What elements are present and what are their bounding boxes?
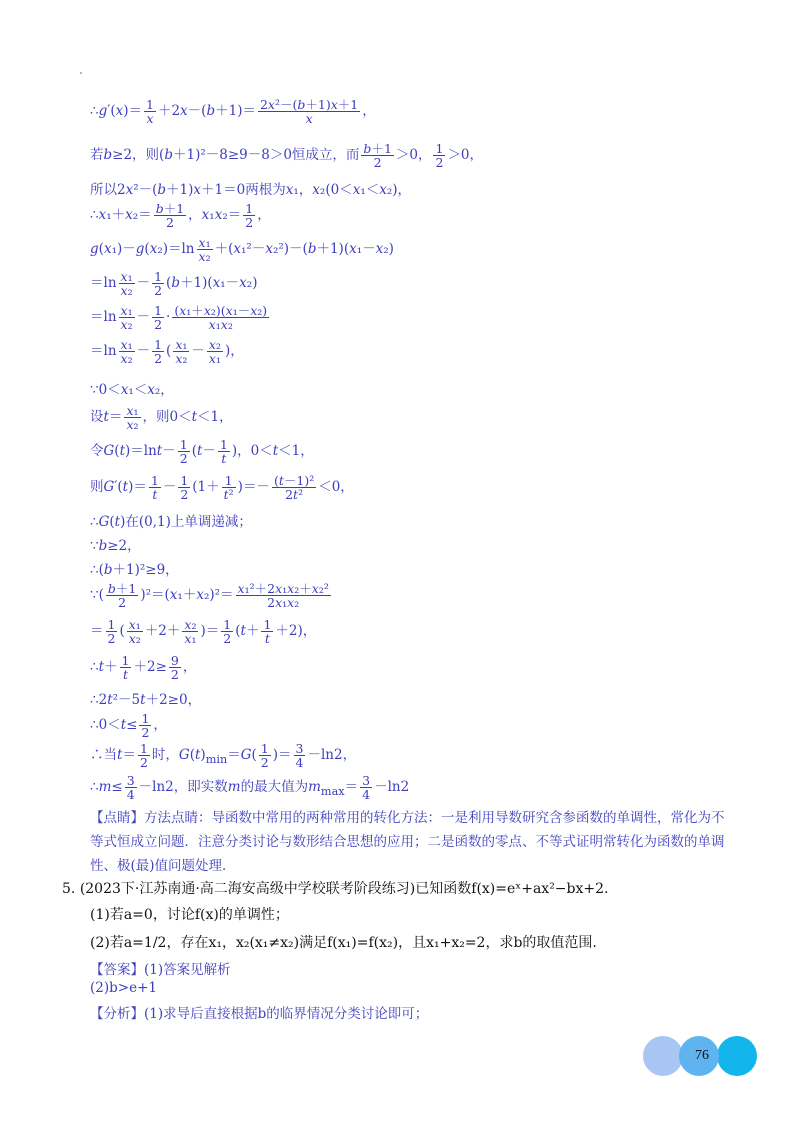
solution-line-9: ∵0＜x₁＜x₂，: [90, 382, 174, 398]
solution-line-13: ∴G(t)在(0,1)上单调递减；: [90, 514, 252, 530]
solution-line-8: ＝ln $\frac{\text{x₁}}{\text{x₂}}$ － $\frac{1}{2}$ ( $\frac{\text{x₁}}{\text{x₂}}$ － $\frac{\text{x₂}}{\text{x₁}}$ )，: [90, 337, 244, 367]
solution-line-17: ＝ $\frac{1}{2}$ ( $\frac{\text{x₁}}{\text{x₂}}$ ＋2＋ $\frac{\text{x₂}}{\text{x₁}}$ )＝ $\frac{1}{2}$ (t＋ $\frac{1}{t}$ ＋2)，: [90, 617, 317, 647]
problem-number: 5.: [62, 881, 76, 897]
page-badge-circle-left: [643, 1036, 683, 1076]
solution-line-3: 所以2x²－(b＋1)x＋1＝0两根为x₁，x₂(0＜x₁＜x₂)，: [90, 182, 412, 198]
page-number: 76: [695, 1048, 709, 1063]
analysis-line: [90, 1002, 428, 1022]
solution-line-10: 设t＝ $\frac{\text{x₁}}{\text{x₂}}$ ，则0＜t＜1，: [90, 403, 233, 433]
solution-line-12: 则G′(t)＝ $\frac{1}{t}$ － $\frac{1}{2}$ (1＋ $\frac{1}{\text{t²}}$ )＝－ $\frac{\text{(t－1)²}}{\text{2t²}}$ ＜0，: [90, 473, 354, 503]
solution-line-14: ∵b≥2，: [90, 538, 141, 554]
solution-line-19: ∴2t²－5t＋2≥0，: [90, 692, 202, 708]
solution-line-18: ∴t＋ $\frac{1}{t}$ ＋2≥ $\frac{9}{2}$ ，: [90, 653, 197, 683]
solution-line-6: ＝ln $\frac{\text{x₁}}{\text{x₂}}$ － $\frac{1}{2}$ (b＋1)(x₁－x₂): [90, 269, 258, 299]
solution-line-22: ∴m≤ $\frac{3}{4}$ －ln2，即实数m的最大值为$m_{max}=$ $\frac{3}{4}$ －ln2: [90, 773, 410, 803]
solution-line-2: 若b≥2，则(b＋1)²－8≥9－8＞0恒成立，而 $\frac{b+1}{2}$ ＞0， $\frac{1}{2}$ ＞0，: [90, 141, 484, 171]
solution-line-20: ∴0＜t≤ $\frac{1}{2}$ ，: [90, 711, 167, 741]
problem-part-1: (1)若a=0，讨论f(x)的单调性；: [90, 907, 289, 923]
solution-line-7: ＝ln $\frac{\text{x₁}}{\text{x₂}}$ － $\frac{1}{2}$ · $\frac{\text{(x₁＋x₂)(x₁－x₂)}}{\text{x₁x₂}}$: [90, 303, 268, 333]
analysis-text: (1)求导后直接根据b的临界情况分类讨论即可；: [144, 1006, 429, 1022]
answer-line-1: [90, 958, 231, 978]
problem-source: (2023下·江苏南通·高二海安高级中学校联考阶段练习): [79, 881, 416, 897]
solution-line-15: ∴(b＋1)²≥9，: [90, 562, 179, 578]
solution-line-5: g(x₁)－g(x₂)＝ln $\frac{\text{x₁}}{\text{x₂}}$ ＋(x₁²－x₂²)－(b＋1)(x₁－x₂): [90, 235, 394, 265]
answer-part-2: (2)b>e+1: [90, 980, 157, 996]
problem-stem-line: [62, 878, 608, 898]
tip-note: [90, 806, 730, 878]
solution-line-4: ∴x₁＋x₂＝ $\frac{b+1}{2}$ ，x₁x₂＝ $\frac{1}{2}$ ，: [90, 201, 271, 231]
problem-stem: 已知函数f(x)=eˣ+ax²−bx+2.: [415, 881, 609, 897]
answer-part-1: (1)答案见解析: [144, 962, 231, 978]
problem-part-2: (2)若a=1/2，存在x₁，x₂(x₁≠x₂)满足f(x₁)=f(x₂)，且x₁+x₂=2，求b的取值范围.: [90, 935, 597, 951]
analysis-label: 【分析】: [90, 1006, 144, 1022]
solution-line-1: ∴g′(x)＝ $\frac{1}{x}$ ＋2x－(b＋1)＝ $\frac{\text{2x²－(b＋1)x＋1}}{x}$ ，: [90, 97, 376, 127]
solution-line-11: 令G(t)＝lnt－ $\frac{1}{2}$ (t－ $\frac{1}{t}$ )，0＜t＜1，: [90, 437, 314, 467]
tip-label: 【点睛】: [90, 810, 144, 826]
solution-line-16: ∵( $\frac{b+1}{2}$ )²＝(x₁＋x₂)²＝ $\frac{\text{x₁²＋2x₁x₂＋x₂²}}{\text{2x₁x₂}}$: [90, 581, 329, 611]
tip-text: 方法点睛：导函数中常用的两种常用的转化方法：一是利用导数研究含参函数的单调性，常化为不等式恒成立问题．注意分类讨论与数形结合思想的应用；二是函数的零点、不等式证明常转化为函数的单调性、极(最)值问题处理．: [90, 810, 725, 874]
solution-line-21: ∴当t＝ $\frac{1}{2}$ 时，$G(t)_{min}=G$( $\frac{1}{2}$ )＝ $\frac{3}{4}$ －ln2，: [90, 741, 357, 771]
page-mark: [80, 72, 82, 74]
answer-label: 【答案】: [90, 962, 144, 978]
